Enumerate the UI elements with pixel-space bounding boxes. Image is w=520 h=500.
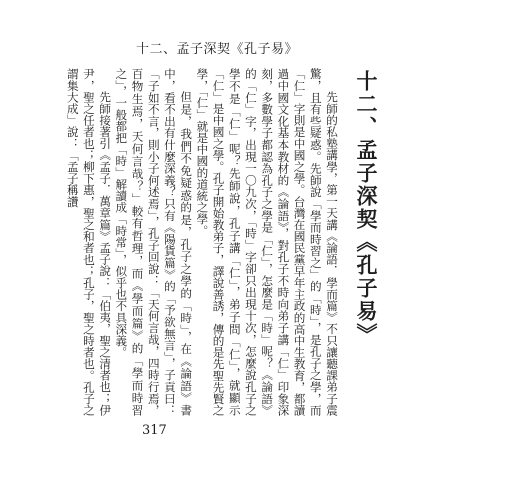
page-number: 317	[142, 423, 167, 438]
body-text	[65, 68, 340, 416]
chapter-title: 十二、孟子深契《孔子易》	[354, 70, 379, 346]
paragraph: 先師的私塾講學，第一天講《論語．學而篇》不只讓聽課弟子震驚，且有些疑惑。先師說「學而時習之」的「時」，是孔子之學，而「仁」字則是中國之學。台灣在國民黨早年主政的高中生教育，都讀過中國文化基本教材的《論語》，對孔子不時向弟子講「仁」印象深刻，多數學子都認為孔子之學是「仁」，怎麼是「時」呢？《論語》的「仁」字，出現一〇九次，「時」字卻只出現十次，怎麼說孔子之學不是「仁」呢？先師說，孔子講「仁」，弟子問「仁」，就顯示「仁」是中國之學。孔子開始教弟子，譯說善誘，傳的是先聖先賢之學，「仁」就是中國的道統之學。	[195, 68, 339, 416]
paragraph: 但是，我們不免疑惑的是，孔子之學的「時」，在《論語》書中，看不出有什麼深義？只有《陽貨篇》的「予欲無言」，子貢曰：「子如不言，則小子何述焉」，孔子回說：「天何言哉，四時行焉，百物生焉，天何言哉？」較有哲理，而《學而篇》的「學而時習之」，一般都把「時」解讀成「時常」，似乎也不具深義。	[114, 68, 194, 416]
running-header: 十二、孟子深契《孔子易》	[136, 42, 299, 57]
paragraph: 先師接著引《孟子．萬章篇》孟子說：「伯夷，聖之清者也；伊尹，聖之任者也；柳下惠，聖之和者也；孔子，聖之時者也。孔子之謂集大成」說：「孟子稱讚	[65, 68, 113, 416]
